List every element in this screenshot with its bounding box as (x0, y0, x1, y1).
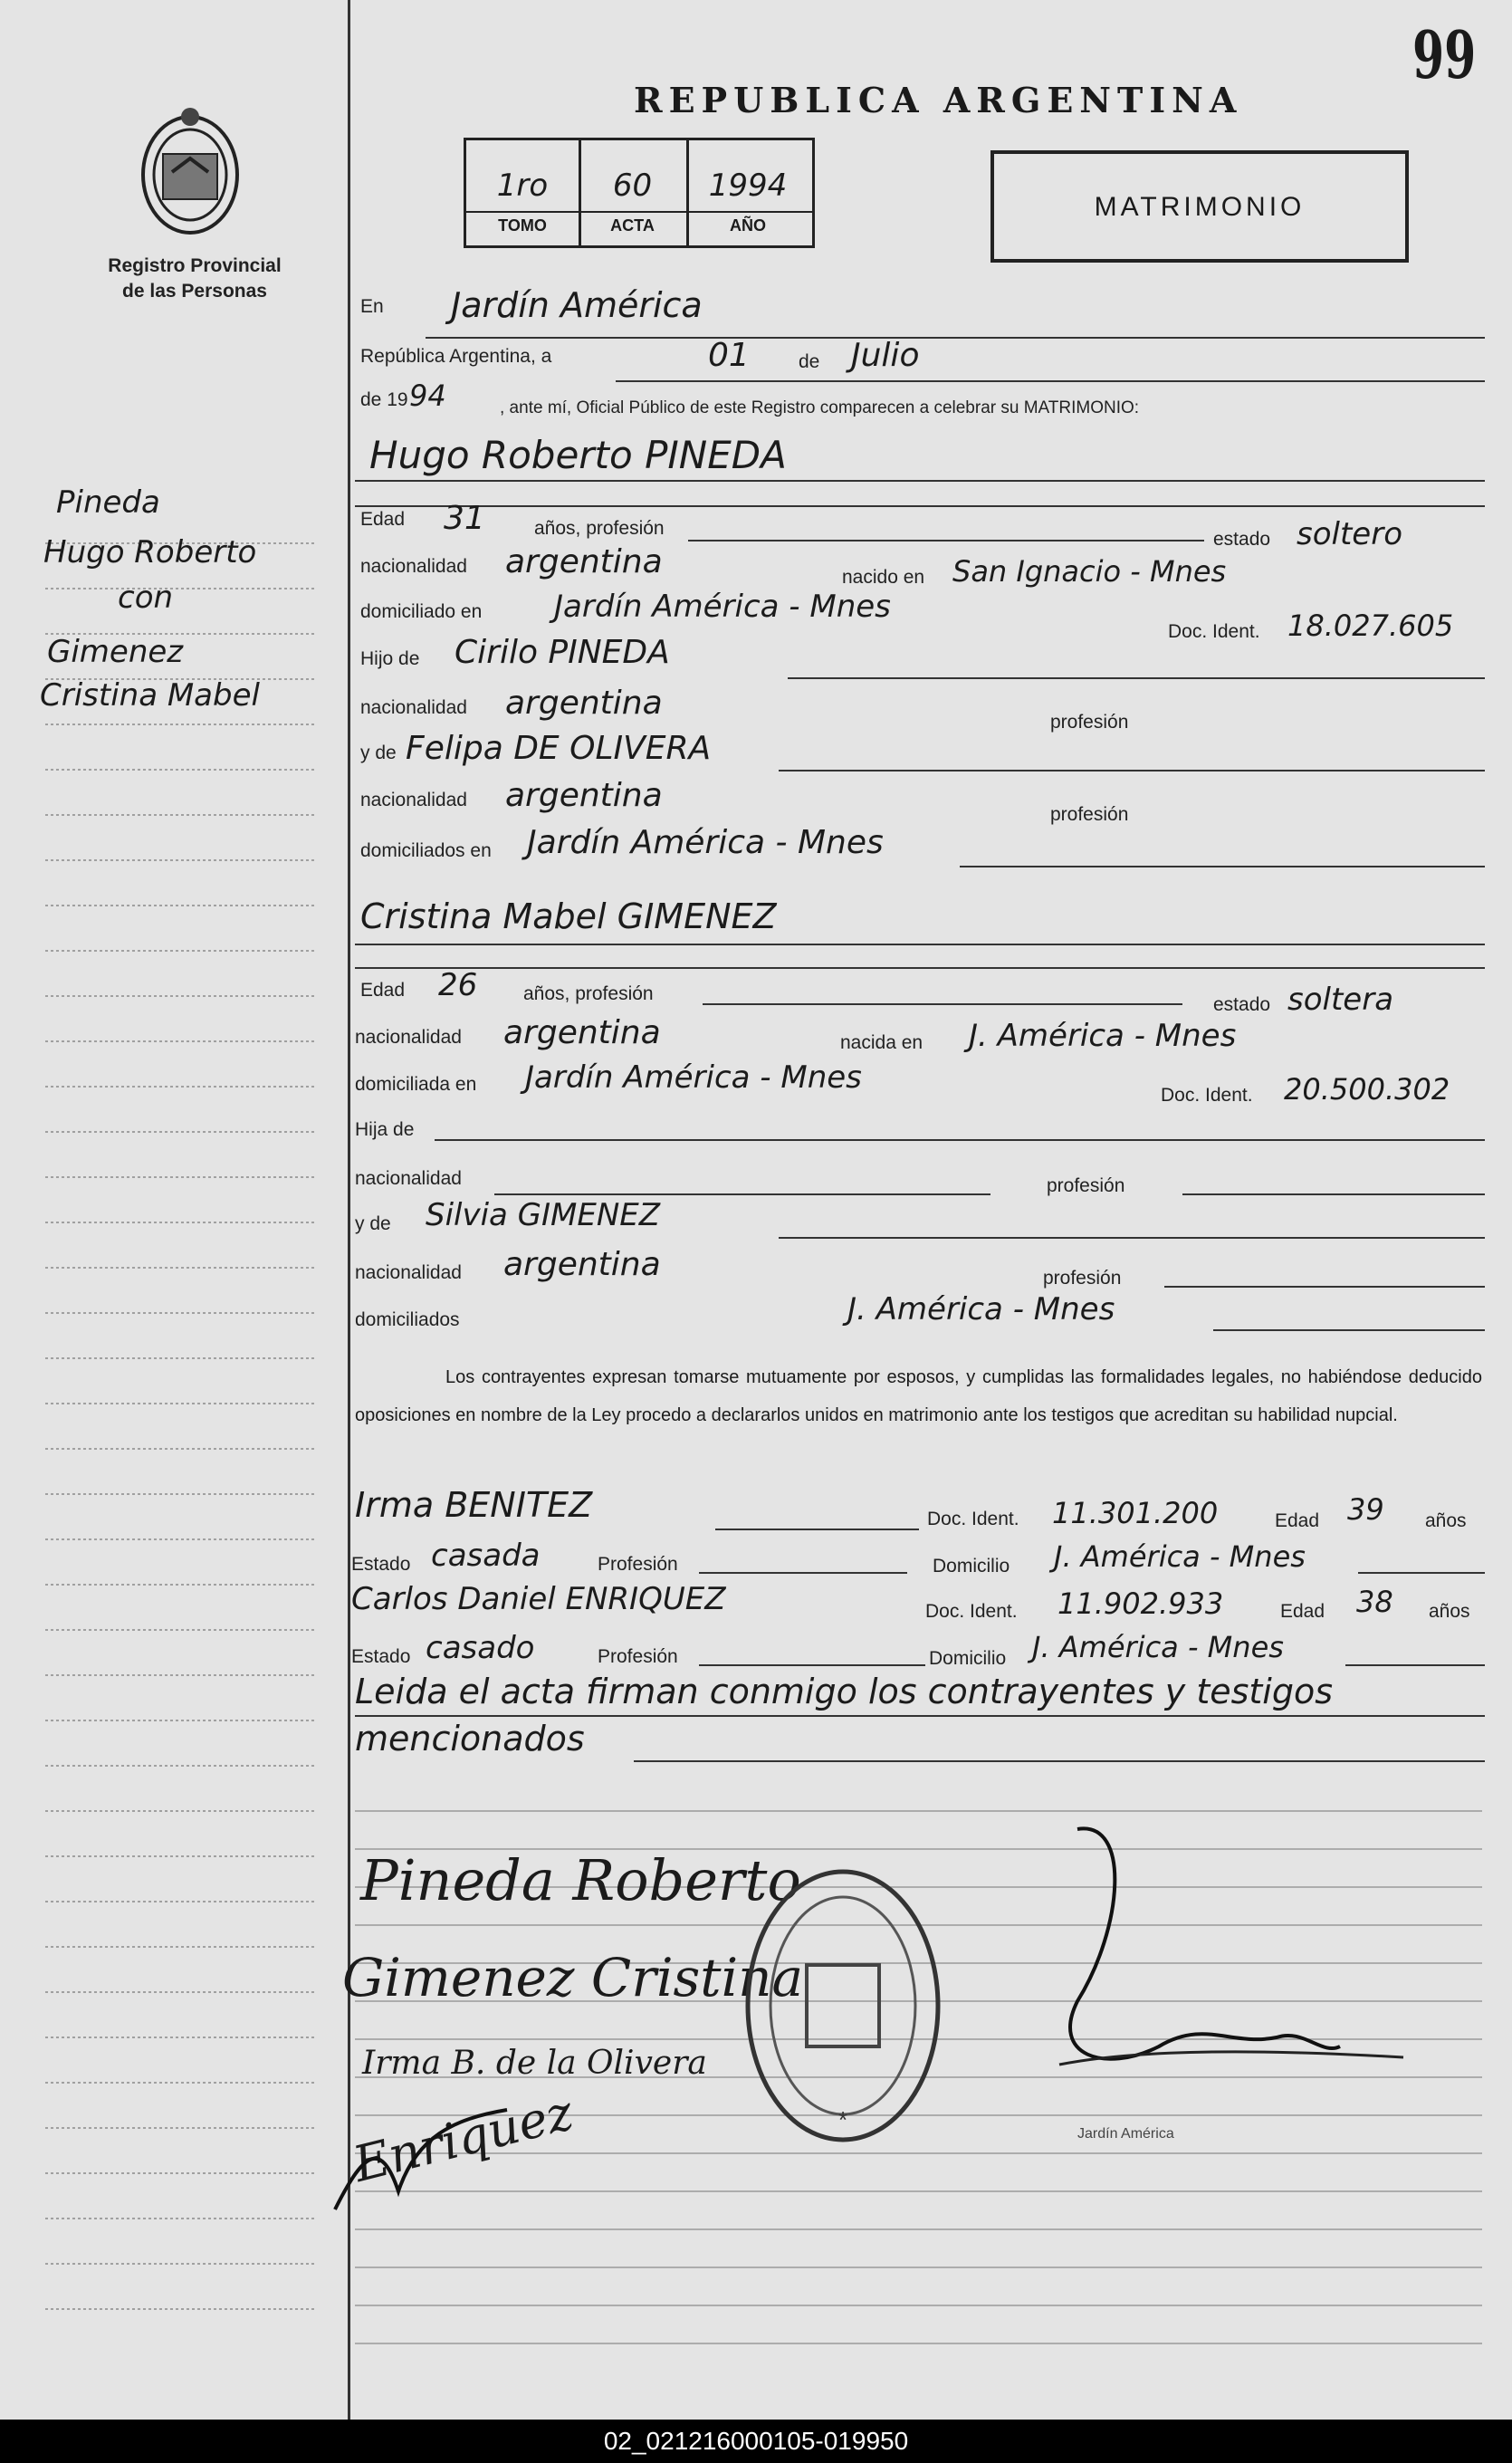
label-nacionalidad-3: nacionalidad (360, 790, 467, 810)
label-profesion-2: profesión (1050, 804, 1129, 825)
label-domiciliada-en: domiciliada en (355, 1074, 477, 1095)
provincial-seal-icon (136, 104, 244, 240)
officer-stamp-caption: Jardín América (1077, 2126, 1174, 2142)
label-domiciliados: domiciliados (355, 1309, 460, 1330)
bride-domicilio: Jardín América - Mnes (525, 1059, 862, 1096)
label-doc-ident-4: Doc. Ident. (925, 1601, 1018, 1622)
label-de: de (799, 351, 820, 372)
witness1-name: Irma BENITEZ (355, 1485, 593, 1525)
bride-estado: soltera (1287, 982, 1394, 1018)
label-profesion-cap: Profesión (598, 1554, 678, 1575)
label-edad-4: Edad (1280, 1601, 1325, 1622)
bride-nacionalidad: argentina (503, 1014, 661, 1051)
document-title: REPUBLICA ARGENTINA (634, 80, 1243, 120)
scan-id: 02_021216000105-019950 (0, 2420, 1512, 2463)
bride-madre: Silvia GIMENEZ (426, 1197, 661, 1233)
year-suffix: 94 (409, 379, 446, 413)
groom-padres-dom: Jardín América - Mnes (527, 824, 884, 861)
margin-note-3: con (118, 580, 174, 616)
label-anos-2: años (1429, 1601, 1470, 1622)
label-domiciliado-en: domiciliado en (360, 601, 483, 622)
label-profesion-4: profesión (1043, 1268, 1122, 1289)
tomo-value: 1ro (496, 168, 549, 204)
label-y-de-2: y de (355, 1213, 391, 1234)
groom-nacido-en: San Ignacio - Mnes (952, 554, 1227, 589)
witness1-domicilio: J. América - Mnes (1054, 1539, 1306, 1574)
label-edad-3: Edad (1275, 1510, 1320, 1531)
groom-doc: 18.027.605 (1287, 609, 1454, 643)
closing-1: Leida el acta firman conmigo los contrayentes y testigos (355, 1672, 1334, 1711)
label-estado-cap-2: Estado (351, 1646, 411, 1667)
groom-name: Hugo Roberto PINEDA (369, 433, 787, 477)
label-domicilio-2: Domicilio (929, 1648, 1007, 1669)
groom-edad: 31 (444, 500, 485, 537)
bride-edad: 26 (438, 967, 478, 1003)
groom-domicilio: Jardín América - Mnes (554, 589, 891, 625)
registry-line2: de las Personas (122, 281, 267, 302)
witness1-estado: casada (431, 1538, 541, 1574)
label-domicilio: Domicilio (933, 1556, 1010, 1577)
label-ante-mi: , ante mí, Oficial Público de este Registro comparecen a celebrar su MATRIMONIO: (500, 398, 1140, 417)
bride-madre-nac: argentina (503, 1246, 661, 1283)
witness1-edad: 39 (1347, 1492, 1384, 1527)
signature-bride: Gimenez Cristina (342, 1947, 804, 2008)
tomo-label: TOMO (498, 216, 547, 235)
groom-nacionalidad: argentina (505, 543, 663, 580)
label-anos-profesion: años, profesión (534, 518, 665, 539)
margin-note-5: Cristina Mabel (40, 677, 260, 714)
witness2-estado: casado (426, 1630, 535, 1666)
label-estado-2: estado (1213, 994, 1271, 1015)
label-estado-cap: Estado (351, 1554, 411, 1575)
witness2-doc: 11.902.933 (1057, 1586, 1224, 1621)
statement: Los contrayentes expresan tomarse mutuamente por esposos, y cumplidas las formalidades legales, no habiéndose deducido oposiciones en nombre de la Ley procedo a declararlos unidos en matrimonio ante los testigos que acreditan su habilidad nupcial. (355, 1367, 1482, 1425)
svg-text:*: * (837, 2106, 848, 2133)
official-stamp-icon (739, 1865, 947, 2146)
witness1-doc: 11.301.200 (1052, 1496, 1219, 1530)
bride-padres-dom: J. América - Mnes (847, 1291, 1115, 1327)
witness2-edad: 38 (1356, 1585, 1393, 1619)
label-hijo-de: Hijo de (360, 648, 420, 669)
signature-scribble (326, 2083, 525, 2228)
signature-witness1: Irma B. de la Olivera (362, 2045, 707, 2082)
groom-estado: soltero (1297, 516, 1402, 552)
margin-note-4: Gimenez (47, 634, 184, 670)
groom-padre: Cirilo PINEDA (455, 634, 670, 671)
groom-madre-nac: argentina (505, 777, 663, 814)
label-profesion-3: profesión (1047, 1175, 1125, 1196)
witness2-domicilio: J. América - Mnes (1032, 1630, 1284, 1664)
margin-divider (348, 0, 350, 2420)
label-estado: estado (1213, 529, 1271, 550)
record-box (464, 138, 815, 248)
label-edad: Edad (360, 509, 406, 530)
label-nacionalidad-2: nacionalidad (360, 697, 467, 718)
signature-groom: Pineda Roberto (360, 1847, 801, 1913)
label-doc-ident: Doc. Ident. (1168, 621, 1260, 642)
label-republica: República Argentina, a (360, 346, 552, 367)
label-nacido-en: nacido en (842, 567, 925, 588)
officer-signature (1023, 1820, 1412, 2119)
anio-label: AÑO (730, 216, 766, 235)
label-y-de: y de (360, 743, 397, 763)
acta-value: 60 (612, 168, 653, 204)
label-doc-ident-3: Doc. Ident. (927, 1509, 1019, 1529)
label-profesion-cap-2: Profesión (598, 1646, 678, 1667)
label-de19: de 19 (360, 389, 408, 410)
anio-value: 1994 (708, 168, 788, 204)
place: Jardín América (451, 285, 703, 325)
acta-label: ACTA (610, 216, 655, 235)
groom-madre: Felipa DE OLIVERA (406, 730, 712, 767)
label-nacionalidad-5: nacionalidad (355, 1168, 462, 1189)
bride-nacida-en: J. América - Mnes (969, 1018, 1237, 1054)
bride-name: Cristina Mabel GIMENEZ (360, 896, 777, 936)
label-profesion: profesión (1050, 712, 1129, 733)
page-number: 99 (1412, 16, 1476, 93)
label-anos: años (1425, 1510, 1467, 1531)
margin-note-2: Hugo Roberto (43, 534, 257, 570)
label-anos-profesion-2: años, profesión (523, 983, 654, 1004)
signature-witness2: Enriquez (348, 2084, 579, 2193)
day: 01 (708, 337, 750, 374)
label-nacionalidad: nacionalidad (360, 556, 467, 577)
label-nacida-en: nacida en (840, 1032, 923, 1053)
registry-line1: Registro Provincial (108, 255, 282, 276)
margin-note-1: Pineda (56, 484, 160, 521)
doc-type-box (990, 150, 1409, 263)
label-doc-ident-2: Doc. Ident. (1161, 1085, 1253, 1106)
label-nacionalidad-6: nacionalidad (355, 1262, 462, 1283)
label-edad-2: Edad (360, 980, 406, 1001)
label-nacionalidad-4: nacionalidad (355, 1027, 462, 1048)
label-domiciliados-en: domiciliados en (360, 840, 492, 861)
label-hija-de: Hija de (355, 1119, 415, 1140)
margin-ruling (36, 507, 326, 2363)
doc-type: MATRIMONIO (1094, 192, 1306, 222)
month: Julio (851, 337, 920, 374)
groom-padre-nac: argentina (505, 685, 663, 722)
closing-2: mencionados (355, 1719, 585, 1759)
bride-doc: 20.500.302 (1284, 1072, 1450, 1107)
witness2-name: Carlos Daniel ENRIQUEZ (351, 1581, 726, 1617)
label-en: En (360, 296, 384, 317)
